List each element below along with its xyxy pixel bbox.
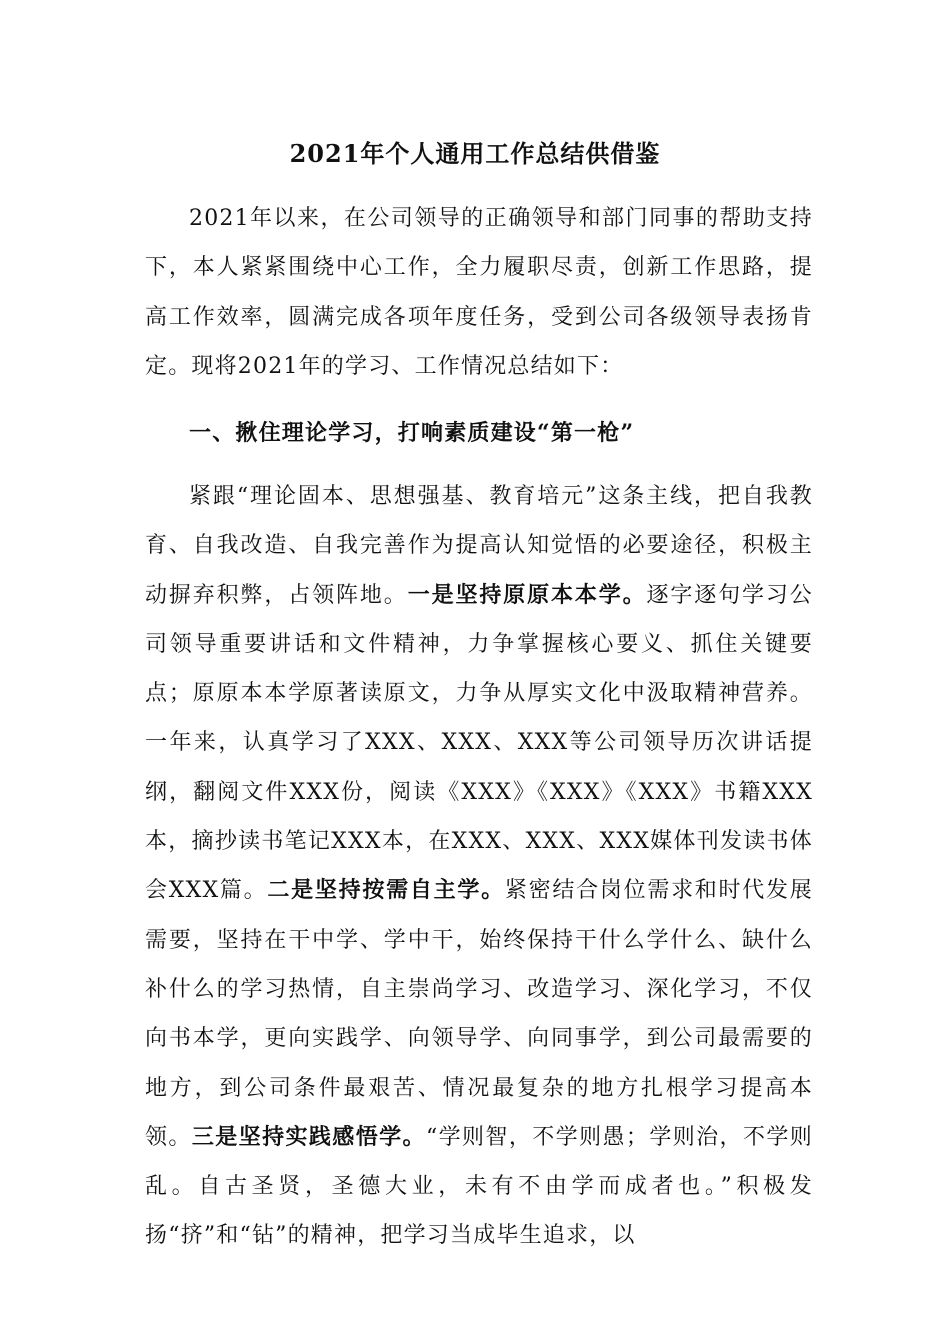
bold-point-3: 三是坚持实践感悟学。	[191, 1123, 426, 1150]
bold-point-1: 一是坚持原原本本学。	[407, 581, 647, 608]
body-text-segment: 紧密结合岗位需求和时代发展需要，坚持在干中学、学中干，始终保持干什么学什么、缺什么补什么的学习热情，自主崇尚学习、改造学习、深化学习，不仅向书本学，更向实践学、向领导学、向同事学，到公司最需要的地方，到公司条件最艰苦、情况最复杂的地方扎根学习提高本领。	[145, 878, 813, 1150]
intro-paragraph: 2021年以来，在公司领导的正确领导和部门同事的帮助支持下，本人紧紧围绕中心工作，全力履职尽责，创新工作思路，提高工作效率，圆满完成各项年度任务，受到公司各级领导表扬肯定。现将2021年的学习、工作情况总结如下：	[145, 206, 813, 379]
body-text-segment: 逐字逐句学习公司领导重要讲话和文件精神，力争掌握核心要义、抓住关键要点；原原本本学原著读原文，力争从厚实文化中汲取精神营养。一年来，认真学习了XXX、XXX、XXX等公司领导历次讲话提纲，翻阅文件XXX份，阅读《XXX》《XXX》《XXX》书籍XXX本，摘抄读书笔记XXX本，在XXX、XXX、XXX媒体刊发读书体会XXX篇。	[145, 582, 813, 904]
bold-point-2: 二是坚持按需自主学。	[267, 877, 505, 904]
body-text-segment: 紧跟“理论固本、思想强基、教育培元”这条主线，把自我教育、自我改造、自我完善作为提高认知觉悟的必要途径，积极主动摒弃积弊，占领阵地。	[145, 484, 813, 608]
section-heading-1: 一、揪住理论学习，打响素质建设“第一枪”	[189, 420, 635, 446]
document-title: 2021年个人通用工作总结供借鉴	[289, 139, 661, 168]
body-text-segment: “学则智，不学则愚；学则治，不学则乱。自古圣贤，圣德大业，未有不由学而成者也。”积极发扬“挤”和“钻”的精神，把学习当成毕生追求，以	[145, 1124, 813, 1249]
section-1-body	[145, 472, 813, 1261]
